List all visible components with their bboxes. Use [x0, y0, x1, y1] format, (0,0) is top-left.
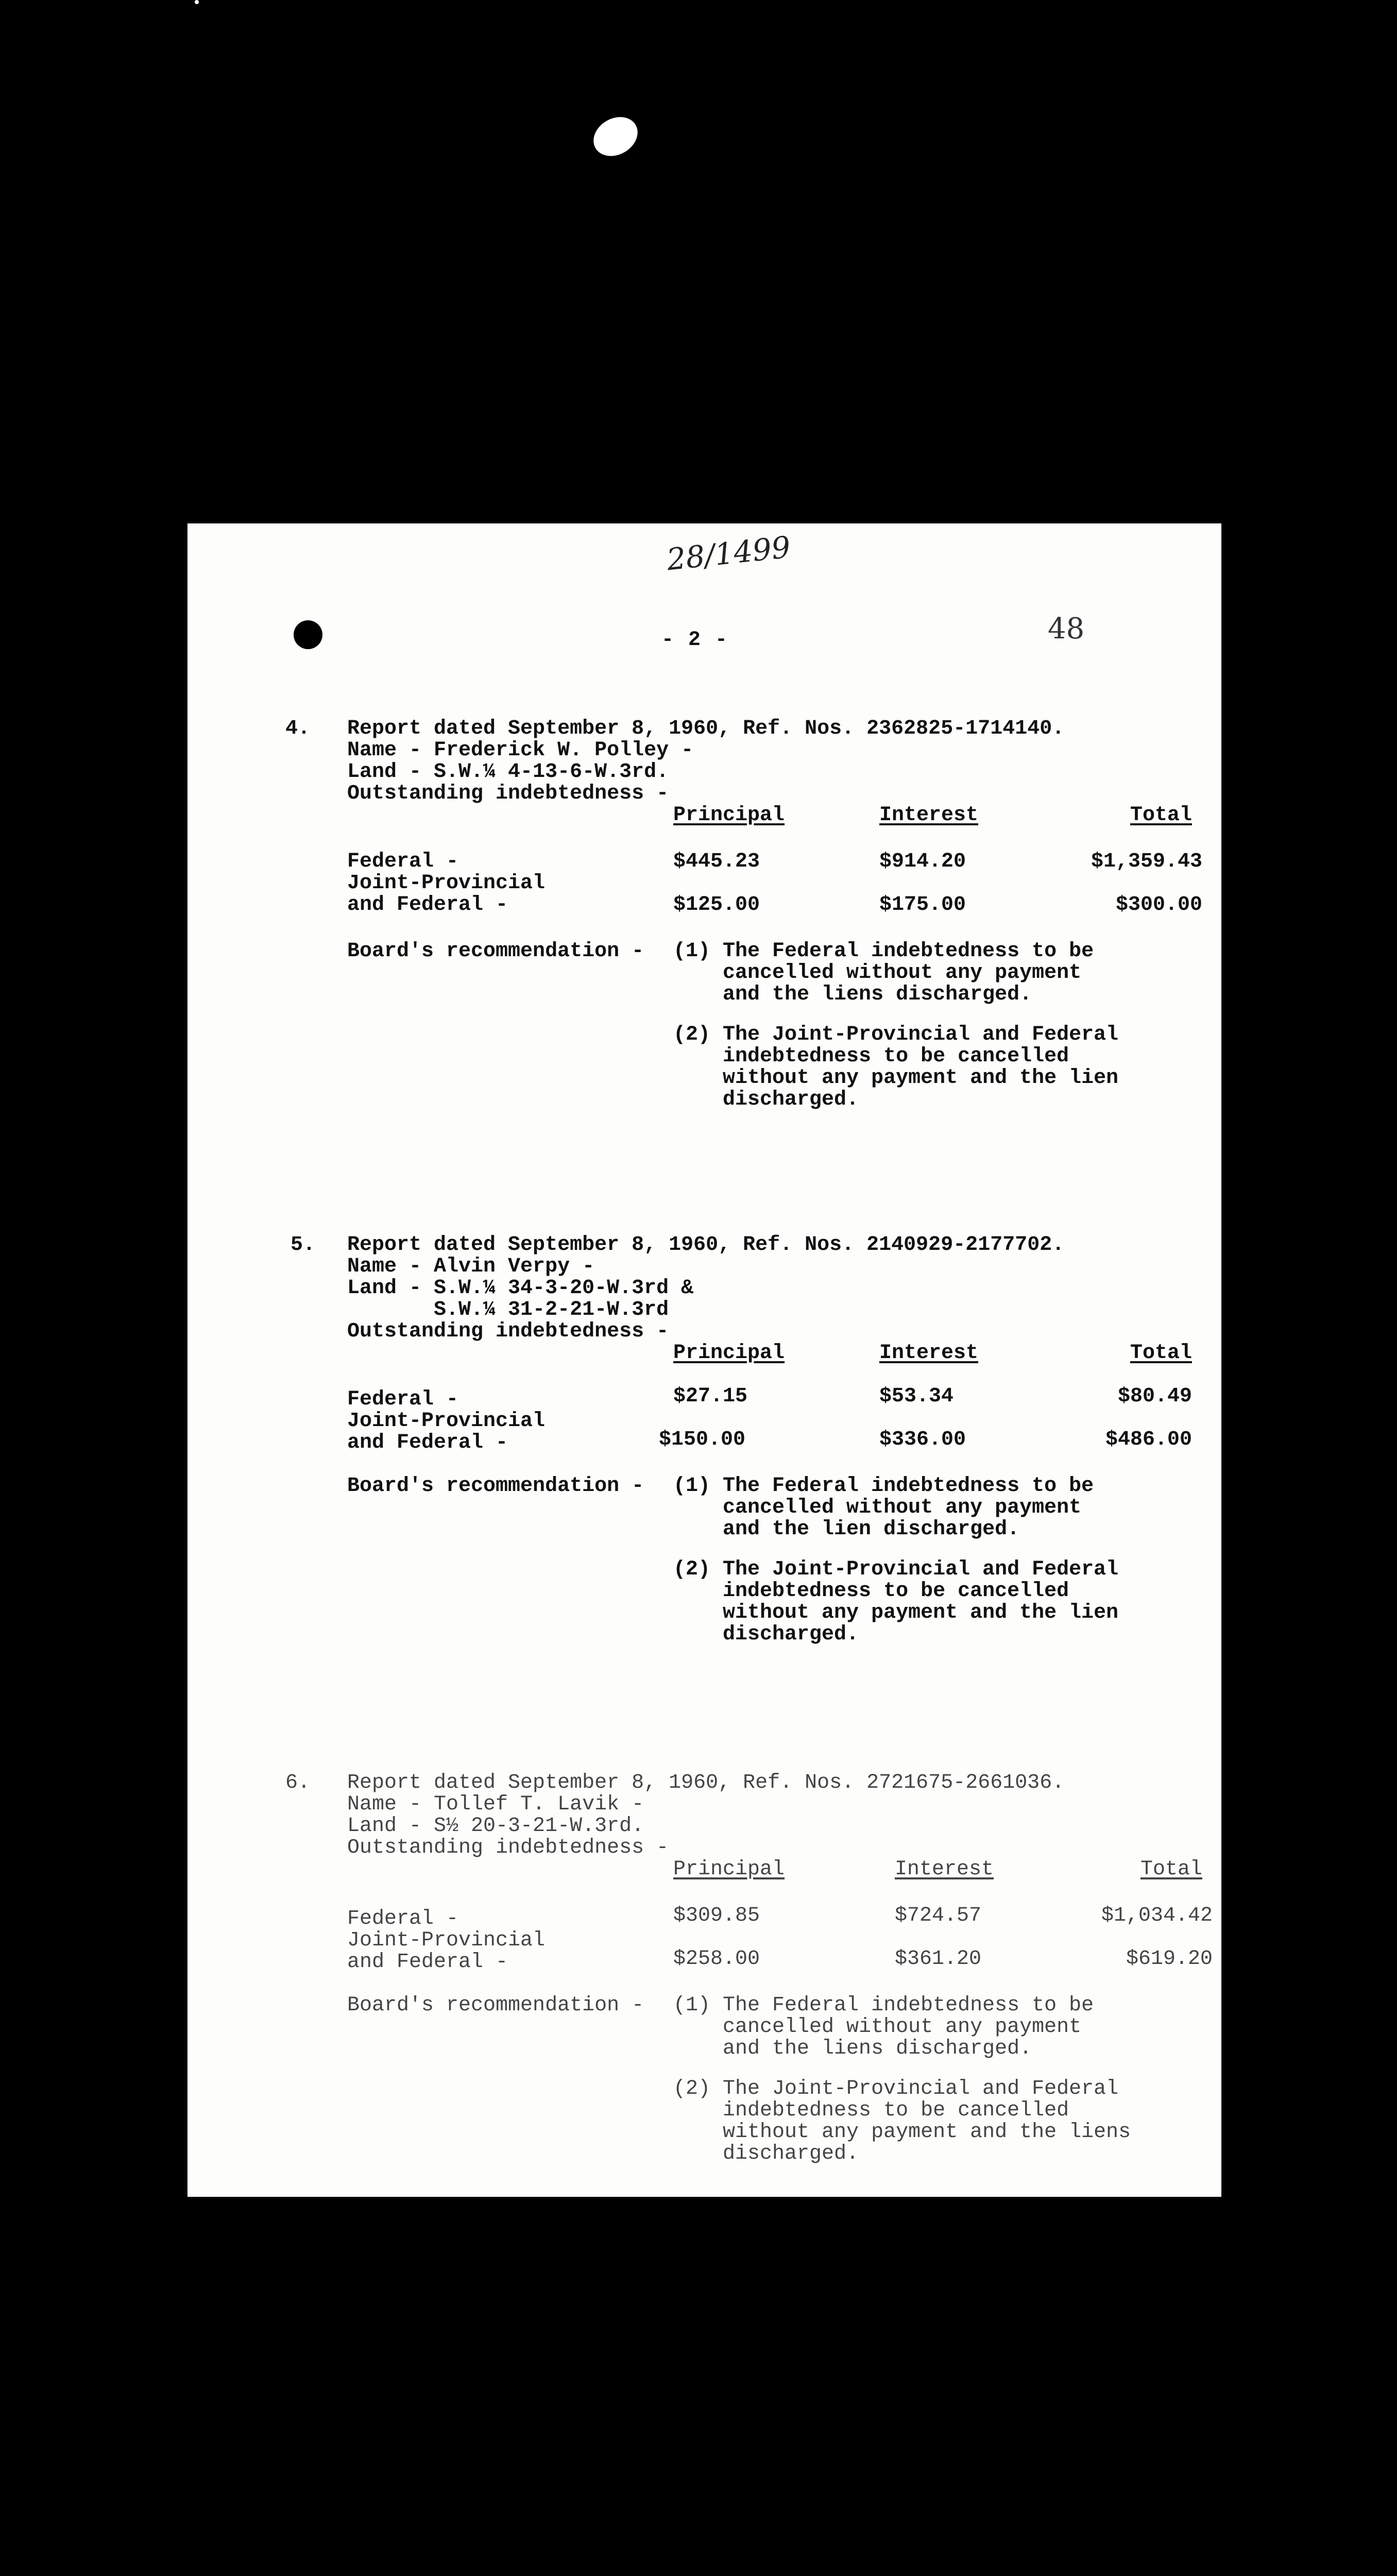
entry-number: 5.	[291, 1233, 316, 1257]
federal-principal: $27.15	[673, 1385, 748, 1408]
federal-label: Federal -	[347, 1388, 459, 1411]
federal-interest: $914.20	[879, 850, 966, 873]
federal-principal: $445.23	[673, 850, 760, 873]
board-label: Board's recommendation -	[347, 940, 644, 963]
recommendation-line: cancelled without any payment	[673, 1496, 1082, 1519]
joint-total: $619.20	[1126, 1947, 1213, 1971]
joint-interest: $361.20	[895, 1947, 982, 1971]
outstanding-label: Outstanding indebtedness -	[347, 1320, 669, 1343]
recommendation-line: without any payment and the lien	[673, 1066, 1119, 1090]
page-stamp-number: 48	[1048, 612, 1085, 646]
joint-provincial-label: Joint-Provincial	[347, 1410, 546, 1433]
name-line: Name - Alvin Verpy -	[347, 1255, 595, 1278]
land-line: Land - S½ 20-3-21-W.3rd.	[347, 1815, 644, 1838]
recommendation-line: without any payment and the liens	[673, 2121, 1131, 2144]
recommendation-line: (2) The Joint-Provincial and Federal	[673, 1023, 1119, 1046]
report-line: Report dated September 8, 1960, Ref. Nos. 2362825-1714140.	[347, 717, 1065, 740]
federal-label: Federal -	[347, 1907, 459, 1930]
total-header: Total	[1140, 1858, 1202, 1881]
recommendation-line: indebtedness to be cancelled	[673, 1580, 1069, 1603]
joint-provincial-label: Joint-Provincial	[347, 1929, 546, 1952]
principal-header: Principal	[673, 804, 785, 827]
total-header: Total	[1130, 1342, 1192, 1365]
interest-header: Interest	[895, 1858, 994, 1881]
recommendation-line: (1) The Federal indebtedness to be	[673, 940, 1094, 963]
name-line: Name - Frederick W. Polley -	[347, 739, 694, 762]
land-line: S.W.¼ 31-2-21-W.3rd	[347, 1298, 669, 1321]
recommendation-line: (1) The Federal indebtedness to be	[673, 1475, 1094, 1498]
recommendation-line: discharged.	[673, 1088, 859, 1111]
recommendation-line: and the liens discharged.	[673, 2037, 1032, 2060]
entry	[285, 1771, 1213, 2165]
scan-speck	[587, 109, 645, 164]
federal-total: $1,034.42	[1101, 1904, 1213, 1927]
recommendation-line: discharged.	[673, 1623, 859, 1646]
recommendation-line: discharged.	[673, 2142, 859, 2165]
joint-total: $300.00	[1115, 893, 1202, 917]
report-line: Report dated September 8, 1960, Ref. Nos. 2721675-2661036.	[347, 1771, 1065, 1794]
document-page	[188, 523, 1221, 2197]
entry-number: 4.	[285, 717, 311, 740]
recommendation-line: (1) The Federal indebtedness to be	[673, 1994, 1094, 2017]
principal-header: Principal	[673, 1342, 785, 1365]
entry	[291, 1233, 1202, 1647]
federal-interest: $53.34	[879, 1385, 954, 1408]
punch-hole	[294, 620, 322, 649]
report-line: Report dated September 8, 1960, Ref. Nos. 2140929-2177702.	[347, 1233, 1065, 1257]
and-federal-label: and Federal -	[347, 1951, 508, 1974]
joint-total: $486.00	[1105, 1428, 1192, 1451]
recommendation-line: and the lien discharged.	[673, 1518, 1020, 1541]
joint-principal: $150.00	[659, 1428, 746, 1451]
scan-speck	[195, 0, 199, 4]
board-label: Board's recommendation -	[347, 1994, 644, 2017]
recommendation-line: (2) The Joint-Provincial and Federal	[673, 1558, 1119, 1581]
outstanding-label: Outstanding indebtedness -	[347, 1836, 669, 1859]
federal-principal: $309.85	[673, 1904, 760, 1927]
recommendation-line: cancelled without any payment	[673, 2015, 1082, 2039]
land-line: Land - S.W.¼ 34-3-20-W.3rd &	[347, 1277, 694, 1300]
outstanding-label: Outstanding indebtedness -	[347, 782, 669, 805]
interest-header: Interest	[879, 804, 979, 827]
recommendation-line: without any payment and the lien	[673, 1601, 1119, 1624]
and-federal-label: and Federal -	[347, 1431, 508, 1454]
total-header: Total	[1130, 804, 1192, 827]
joint-provincial-label: Joint-Provincial	[347, 872, 546, 895]
recommendation-line: indebtedness to be cancelled	[673, 1045, 1069, 1068]
recommendation-line: (2) The Joint-Provincial and Federal	[673, 2077, 1119, 2100]
principal-header: Principal	[673, 1858, 785, 1881]
federal-total: $1,359.43	[1091, 850, 1202, 873]
recommendation-line: cancelled without any payment	[673, 961, 1082, 985]
federal-interest: $724.57	[895, 1904, 982, 1927]
and-federal-label: and Federal -	[347, 893, 508, 917]
board-label: Board's recommendation -	[347, 1475, 644, 1498]
joint-principal: $125.00	[673, 893, 760, 917]
name-line: Name - Tollef T. Lavik -	[347, 1793, 644, 1816]
federal-total: $80.49	[1117, 1385, 1192, 1408]
handwritten-folio: 28/1499	[665, 529, 792, 578]
recommendation-line: indebtedness to be cancelled	[673, 2099, 1069, 2122]
recommendation-line: and the liens discharged.	[673, 983, 1032, 1006]
federal-label: Federal -	[347, 850, 459, 873]
entry-number: 6.	[285, 1771, 311, 1794]
page-number: - 2 -	[661, 629, 729, 652]
joint-principal: $258.00	[673, 1947, 760, 1971]
joint-interest: $175.00	[879, 893, 966, 917]
land-line: Land - S.W.¼ 4-13-6-W.3rd.	[347, 760, 669, 784]
interest-header: Interest	[879, 1342, 979, 1365]
joint-interest: $336.00	[879, 1428, 966, 1451]
entry	[285, 717, 1202, 1111]
